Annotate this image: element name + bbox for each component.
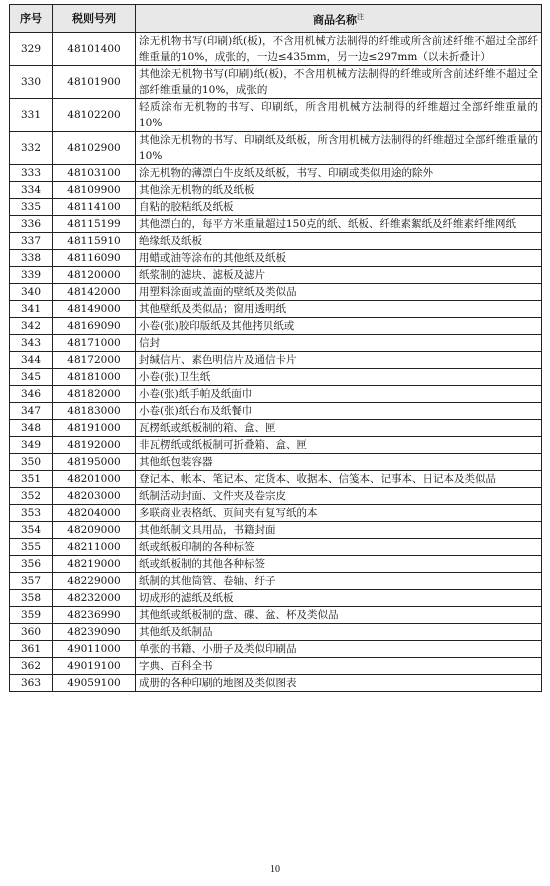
row-code: 48232000: [53, 590, 136, 607]
row-name: 信封: [136, 335, 542, 352]
row-code: 48172000: [53, 352, 136, 369]
row-seq: 363: [10, 675, 53, 692]
row-seq: 339: [10, 267, 53, 284]
row-code: 48114100: [53, 199, 136, 216]
row-seq: 340: [10, 284, 53, 301]
row-code: 48219000: [53, 556, 136, 573]
row-name: 单张的书籍、小册子及类似印刷品: [136, 641, 542, 658]
row-seq: 333: [10, 165, 53, 182]
row-seq: 362: [10, 658, 53, 675]
row-code: 48192000: [53, 437, 136, 454]
row-name: 多联商业表格纸、页间夹有复写纸的本: [136, 505, 542, 522]
table-row: [10, 641, 542, 658]
table-row: [10, 488, 542, 505]
table-row: [10, 352, 542, 369]
table-row: [10, 471, 542, 488]
row-code: 48195000: [53, 454, 136, 471]
row-code: 48236990: [53, 607, 136, 624]
row-name: 纸或纸板制的其他各种标签: [136, 556, 542, 573]
row-code: 49019100: [53, 658, 136, 675]
row-name: 纸制的其他筒管、卷轴、纡子: [136, 573, 542, 590]
row-seq: 345: [10, 369, 53, 386]
table-row: [10, 284, 542, 301]
page-number: 10: [270, 864, 280, 875]
table-row: [10, 267, 542, 284]
row-seq: 354: [10, 522, 53, 539]
header-name-note: 注: [357, 12, 364, 21]
table-row: [10, 607, 542, 624]
table-row: [10, 386, 542, 403]
table-row: [10, 539, 542, 556]
row-code: 48182000: [53, 386, 136, 403]
table-row: [10, 301, 542, 318]
row-name: 纸制活动封面、文件夹及卷宗皮: [136, 488, 542, 505]
table-row: [10, 216, 542, 233]
row-code: 48201000: [53, 471, 136, 488]
table-row: [10, 522, 542, 539]
row-code: 48229000: [53, 573, 136, 590]
header-name-label: 商品名称: [313, 13, 357, 27]
row-code: 48149000: [53, 301, 136, 318]
row-code: 48103100: [53, 165, 136, 182]
row-seq: 355: [10, 539, 53, 556]
row-code: 48203000: [53, 488, 136, 505]
row-code: 48109900: [53, 182, 136, 199]
row-name: 用塑料涂面或盖面的壁纸及类似品: [136, 284, 542, 301]
row-name: 涂无机物的薄漂白牛皮纸及纸板，书写、印刷或类似用途的除外: [136, 165, 542, 182]
row-seq: 357: [10, 573, 53, 590]
row-name: 封缄信片、素色明信片及通信卡片: [136, 352, 542, 369]
table-row: [10, 318, 542, 335]
table-row: [10, 33, 542, 66]
row-name: 其他涂无机物的书写、印刷纸及纸板，所含用机械方法制得的纤维超过全部纤维重量的10%: [136, 132, 542, 165]
row-code: 48239090: [53, 624, 136, 641]
row-code: 48209000: [53, 522, 136, 539]
table-row: [10, 335, 542, 352]
row-code: 48115199: [53, 216, 136, 233]
row-code: 48183000: [53, 403, 136, 420]
row-name: 其他纸包装容器: [136, 454, 542, 471]
header-name: [136, 5, 542, 33]
row-code: 48204000: [53, 505, 136, 522]
row-seq: 356: [10, 556, 53, 573]
table-row: [10, 165, 542, 182]
table-row: [10, 233, 542, 250]
table-header-row: [10, 5, 542, 33]
row-seq: 341: [10, 301, 53, 318]
table-row: [10, 675, 542, 692]
row-code: 48101900: [53, 66, 136, 99]
table-row: [10, 658, 542, 675]
row-code: 48169090: [53, 318, 136, 335]
row-name: 登记本、帐本、笔记本、定货本、收据本、信笺本、记事本、日记本及类似品: [136, 471, 542, 488]
row-name: 其他纸或纸板制的盘、碟、盆、杯及类似品: [136, 607, 542, 624]
row-seq: 332: [10, 132, 53, 165]
row-name: 其他纸及纸制品: [136, 624, 542, 641]
row-code: 49059100: [53, 675, 136, 692]
row-name: 字典、百科全书: [136, 658, 542, 675]
header-code: 税则号列: [53, 5, 136, 33]
table-row: [10, 250, 542, 267]
row-seq: 335: [10, 199, 53, 216]
row-name: 自粘的胶粘纸及纸板: [136, 199, 542, 216]
table-row: [10, 420, 542, 437]
row-code: 48116090: [53, 250, 136, 267]
row-seq: 352: [10, 488, 53, 505]
row-code: 48115910: [53, 233, 136, 250]
row-code: 48181000: [53, 369, 136, 386]
row-code: 49011000: [53, 641, 136, 658]
row-code: 48101400: [53, 33, 136, 66]
row-code: 48211000: [53, 539, 136, 556]
row-code: 48142000: [53, 284, 136, 301]
row-seq: 346: [10, 386, 53, 403]
row-name: 小卷(张)胶印版纸及其他拷贝纸或: [136, 318, 542, 335]
row-seq: 343: [10, 335, 53, 352]
row-seq: 349: [10, 437, 53, 454]
row-seq: 337: [10, 233, 53, 250]
table-row: [10, 403, 542, 420]
row-name: 纸浆制的滤块、滤板及滤片: [136, 267, 542, 284]
row-code: 48120000: [53, 267, 136, 284]
table-row: [10, 99, 542, 132]
row-name: 小卷(张)卫生纸: [136, 369, 542, 386]
row-seq: 342: [10, 318, 53, 335]
row-name: 其他壁纸及类似品；窗用透明纸: [136, 301, 542, 318]
row-seq: 351: [10, 471, 53, 488]
table-row: [10, 437, 542, 454]
table-row: [10, 573, 542, 590]
table-row: [10, 505, 542, 522]
row-code: 48102200: [53, 99, 136, 132]
table-row: [10, 182, 542, 199]
row-seq: 344: [10, 352, 53, 369]
row-name: 用蜡或油等涂布的其他纸及纸板: [136, 250, 542, 267]
row-seq: 358: [10, 590, 53, 607]
row-name: 其他纸制文具用品，书籍封面: [136, 522, 542, 539]
row-name: 瓦楞纸或纸板制的箱、盒、匣: [136, 420, 542, 437]
table-row: [10, 199, 542, 216]
row-name: 涂无机物书写(印刷)纸(板)，不含用机械方法制得的纤维或所含前述纤维不超过全部纤维重量的10%，成张的，一边≤435mm，另一边≤297mm（以未折叠计）: [136, 33, 542, 66]
row-seq: 353: [10, 505, 53, 522]
row-name: 绝缘纸及纸板: [136, 233, 542, 250]
row-seq: 336: [10, 216, 53, 233]
row-seq: 338: [10, 250, 53, 267]
table-row: [10, 590, 542, 607]
row-seq: 347: [10, 403, 53, 420]
row-name: 其他漂白的，每平方米重量超过150克的纸、纸板、纤维素絮纸及纤维素纤维网纸: [136, 216, 542, 233]
row-name: 其他涂无机物书写(印刷)纸(板)，不含用机械方法制得的纤维或所含前述纤维不超过全部纤维重量的10%，成张的: [136, 66, 542, 99]
row-seq: 361: [10, 641, 53, 658]
row-name: 成册的各种印刷的地图及类似图表: [136, 675, 542, 692]
row-seq: 334: [10, 182, 53, 199]
row-name: 小卷(张)纸台布及纸餐巾: [136, 403, 542, 420]
table-row: [10, 454, 542, 471]
commodity-table: [9, 4, 542, 692]
table-row: [10, 132, 542, 165]
row-seq: 330: [10, 66, 53, 99]
row-code: 48171000: [53, 335, 136, 352]
row-name: 切成形的滤纸及纸板: [136, 590, 542, 607]
table-row: [10, 556, 542, 573]
table-row: [10, 624, 542, 641]
table-row: [10, 66, 542, 99]
row-name: 其他涂无机物的纸及纸板: [136, 182, 542, 199]
row-seq: 360: [10, 624, 53, 641]
row-seq: 350: [10, 454, 53, 471]
row-code: 48102900: [53, 132, 136, 165]
row-seq: 359: [10, 607, 53, 624]
row-name: 非瓦楞纸或纸板制可折叠箱、盒、匣: [136, 437, 542, 454]
row-name: 小卷(张)纸手帕及纸面巾: [136, 386, 542, 403]
row-seq: 331: [10, 99, 53, 132]
header-seq: 序号: [10, 5, 53, 33]
row-name: 轻质涂布无机物的书写、印刷纸，所含用机械方法制得的纤维超过全部纤维重量的10%: [136, 99, 542, 132]
row-name: 纸或纸板印制的各种标签: [136, 539, 542, 556]
row-code: 48191000: [53, 420, 136, 437]
row-seq: 329: [10, 33, 53, 66]
table-row: [10, 369, 542, 386]
row-seq: 348: [10, 420, 53, 437]
